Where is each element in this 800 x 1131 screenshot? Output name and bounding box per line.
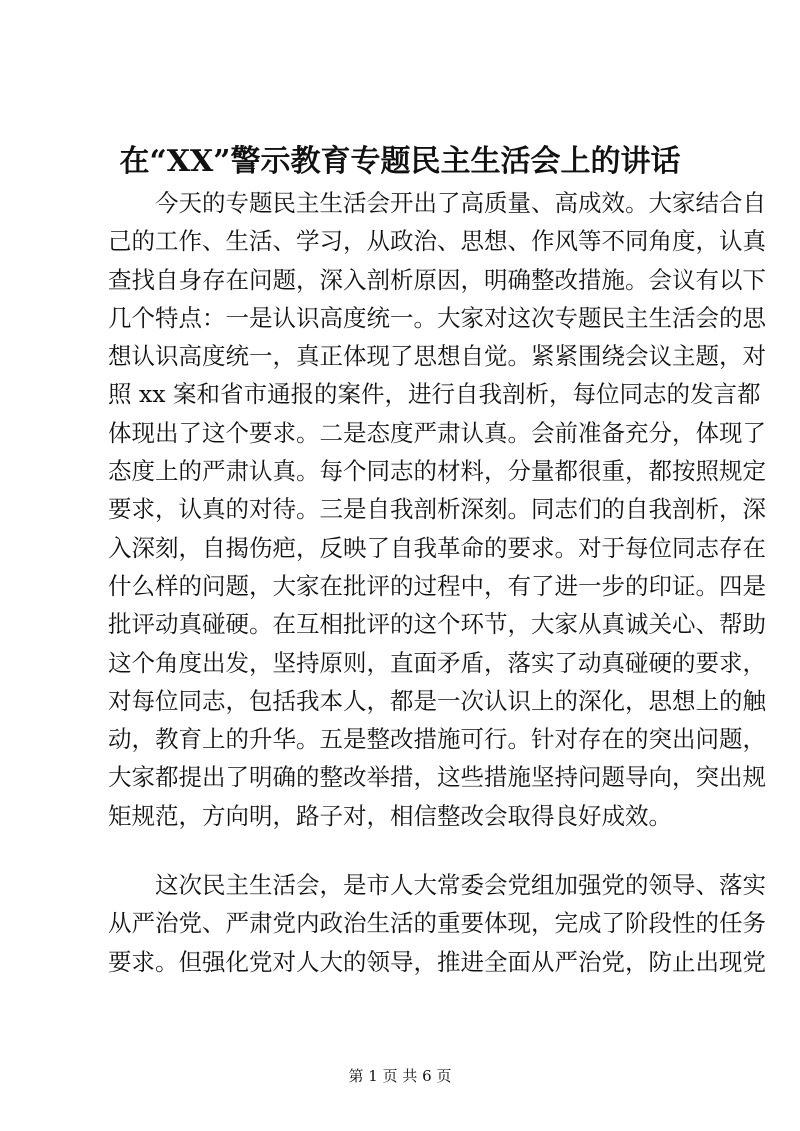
text-line: 这个角度出发，坚持原则，直面矛盾，落实了动真碰硬的要求， (108, 648, 766, 677)
text-line: 什么样的问题，大家在批评的过程中，有了进一步的印证。四是 (108, 571, 766, 600)
text-line: 今天的专题民主生活会开出了高质量、高成效。大家结合自 (155, 189, 766, 217)
text-line: 几个特点：一是认识高度统一。大家对这次专题民主生活会的思 (108, 303, 766, 332)
text-line: 大家都提出了明确的整改举措，这些措施坚持问题导向，突出规 (108, 763, 766, 792)
text-line: 动，教育上的升华。五是整改措施可行。针对存在的突出问题， (108, 725, 766, 754)
text-line: 这次民主生活会，是市人大常委会党组加强党的领导、落实 (155, 871, 766, 899)
text-line: 想认识高度统一，真正体现了思想自觉。紧紧围绕会议主题，对 (108, 342, 766, 371)
text-line: 要求，认真的对待。三是自我剖析深刻。同志们的自我剖析，深 (108, 495, 766, 524)
text-line: 对每位同志，包括我本人，都是一次认识上的深化，思想上的触 (108, 686, 766, 715)
text-line: 入深刻，自揭伤疤，反映了自我革命的要求。对于每位同志存在 (108, 533, 766, 562)
text-line: 矩规范，方向明，路子对，相信整改会取得良好成效。 (108, 801, 672, 830)
text-line: 态度上的严肃认真。每个同志的材料，分量都很重，都按照规定 (108, 457, 766, 486)
paragraph-1 (108, 186, 766, 837)
text-line: 照 xx 案和省市通报的案件，进行自我剖析，每位同志的发言都 (108, 380, 761, 409)
text-line: 从严治党、严肃党内政治生活的重要体现，完成了阶段性的任务 (108, 909, 766, 938)
text-line: 批评动真碰硬。在互相批评的这个环节，大家从真诚关心、帮助 (108, 610, 766, 639)
paragraph-2 (108, 868, 766, 983)
text-line: 查找自身存在问题，深入剖析原因，明确整改措施。会议有以下 (108, 265, 766, 294)
document-title: 在“XX”警示教育专题民主生活会上的讲话 (119, 144, 681, 179)
page-number-footer: 第 1 页 共 6 页 (348, 1067, 452, 1085)
text-line: 体现出了这个要求。二是态度严肃认真。会前准备充分，体现了 (108, 418, 766, 447)
text-line: 要求。但强化党对人大的领导，推进全面从严治党，防止出现党 (108, 947, 766, 976)
text-line: 己的工作、生活、学习，从政治、思想、作风等不同角度，认真 (108, 227, 766, 256)
